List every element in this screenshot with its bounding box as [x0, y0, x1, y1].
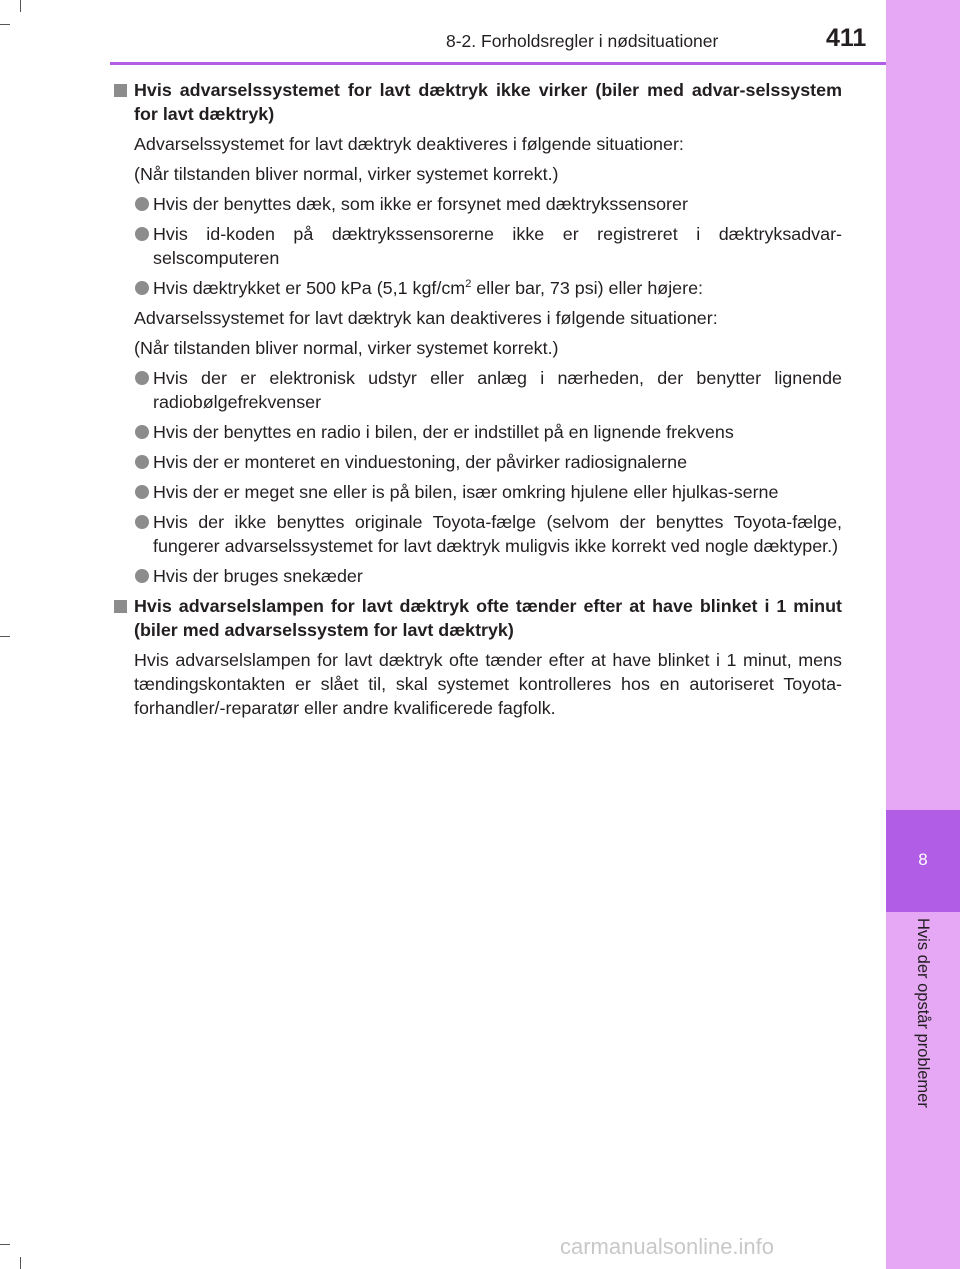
watermark: carmanualsonline.info: [560, 1234, 775, 1259]
list-item-text: Hvis der er monteret en vinduestoning, der påvirker radiosignalerne: [153, 452, 688, 472]
crop-mark: [20, 0, 21, 12]
paragraph: Advarselssystemet for lavt dæktryk kan deaktiveres i følgende situationer:: [134, 308, 718, 328]
heading-text: Hvis advarselssystemet for lavt dæktryk ikke virker (biler med advar-selssystem for lavt dæktryk): [134, 80, 842, 124]
header-rule: [110, 62, 886, 65]
round-bullet-icon: [135, 227, 149, 241]
chapter-title: Hvis der opstår problemer: [914, 918, 932, 1108]
paragraph: (Når tilstanden bliver normal, virker systemet korrekt.): [134, 338, 559, 358]
list-item-text: Hvis dæktrykket er 500 kPa (5,1 kgf/cm: [153, 278, 466, 298]
superscript: 2: [465, 278, 472, 290]
square-bullet-icon: [114, 84, 127, 97]
list-item: [114, 420, 842, 444]
list-item: [114, 276, 842, 300]
list-item-text: Hvis der er meget sne eller is på bilen, især omkring hjulene eller hjulkas-serne: [153, 482, 779, 502]
round-bullet-icon: [135, 371, 149, 385]
list-item-text: Hvis der benyttes en radio i bilen, der er indstillet på en lignende frekvens: [153, 422, 734, 442]
section-title: 8-2. Forholdsregler i nødsituationer: [446, 31, 719, 51]
paragraph: Advarselssystemet for lavt dæktryk deaktiveres i følgende situationer:: [134, 134, 684, 154]
paragraph: Hvis advarselslampen for lavt dæktryk ofte tænder efter at have blinket i 1 minut, mens tændingskontakten er slået til, skal systemet kontrolleres hos en autoriseret Toyota-forhandler/-reparatør eller andre kvalificerede fagfolk.: [134, 650, 842, 718]
list-item-text: Hvis der bruges snekæder: [153, 566, 363, 586]
list-item-text: Hvis der ikke benyttes originale Toyota-fælge (selvom der benyttes Toyota-fælge, fungerer advarselssystemet for lavt dæktryk muligvis ikke korrekt ved nogle dæktyper.): [153, 512, 842, 556]
crop-mark: [0, 24, 10, 25]
round-bullet-icon: [135, 197, 149, 211]
heading-text: Hvis advarselslampen for lavt dæktryk ofte tænder efter at have blinket i 1 minut (biler med advarselssystem for lavt dæktryk): [134, 596, 842, 640]
page-content: [114, 76, 842, 726]
list-item-text: Hvis id-koden på dæktrykssensorerne ikke er registreret i dæktryksadvar-selscomputeren: [153, 224, 842, 268]
round-bullet-icon: [135, 485, 149, 499]
crop-mark: [0, 1244, 10, 1245]
chapter-number: 8: [918, 850, 928, 869]
list-item: [114, 366, 842, 414]
list-item-text: Hvis der er elektronisk udstyr eller anlæg i nærheden, der benytter lignende radiobølgefrekvenser: [153, 368, 842, 412]
crop-mark: [20, 1257, 21, 1269]
round-bullet-icon: [135, 455, 149, 469]
list-item-text: Hvis der benyttes dæk, som ikke er forsynet med dæktrykssensorer: [153, 194, 688, 214]
round-bullet-icon: [135, 569, 149, 583]
round-bullet-icon: [135, 281, 149, 295]
section-heading: [114, 594, 842, 642]
list-item-text: eller bar, 73 psi) eller højere:: [471, 278, 704, 298]
section-heading: [114, 78, 842, 126]
list-item: [114, 510, 842, 558]
list-item: [114, 450, 842, 474]
round-bullet-icon: [135, 425, 149, 439]
list-item: [114, 222, 842, 270]
list-item: [114, 564, 842, 588]
crop-mark: [0, 636, 10, 637]
round-bullet-icon: [135, 515, 149, 529]
list-item: [114, 192, 842, 216]
page-number: 411: [826, 24, 867, 52]
list-item: [114, 480, 842, 504]
paragraph: (Når tilstanden bliver normal, virker systemet korrekt.): [134, 164, 559, 184]
square-bullet-icon: [114, 600, 127, 613]
